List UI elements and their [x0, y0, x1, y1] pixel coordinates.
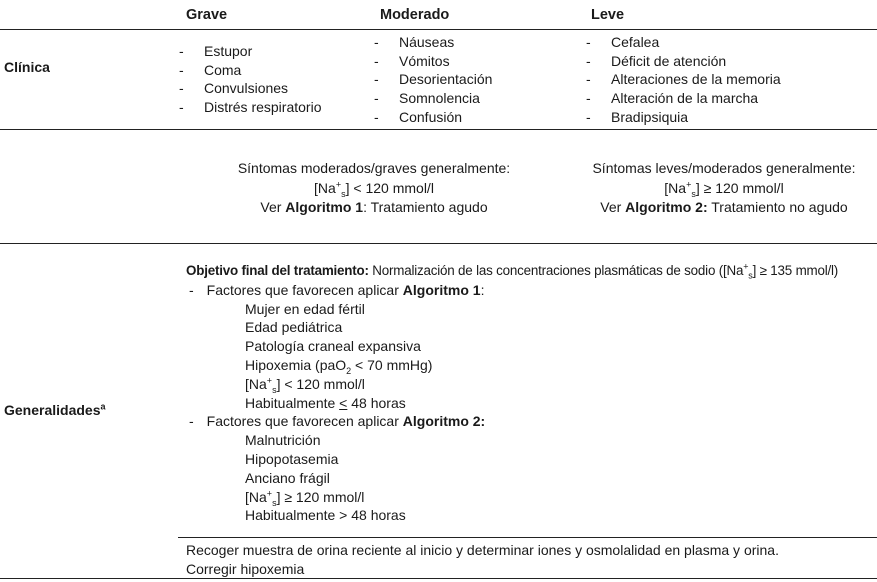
generalidades-inner-divider: [178, 537, 877, 538]
list-item: - Desorientación: [374, 71, 493, 88]
algoritmo-1-sodio: $[Na^+_s] < 120$ mmol/l: [314, 178, 434, 199]
footer-notes: [186, 541, 779, 579]
clinica-label: Clínica: [4, 59, 50, 75]
list-item: - Coma: [179, 61, 242, 78]
list-item: Anciano frágil: [245, 469, 330, 486]
algoritmo-2-sodio: $[Na^+_s] \ge 120$ mmol/l: [664, 178, 784, 199]
list-item: Patología craneal expansiva: [245, 338, 421, 355]
algoritmo-2-link: Ver Algoritmo 2: Tratamiento no agudo: [600, 199, 848, 215]
algoritmo-1-block: [219, 159, 529, 218]
factores-algoritmo-1: - Factores que favorecen aplicar Algoritmo 1:: [189, 281, 485, 298]
header-moderado: Moderado: [380, 7, 450, 23]
list-item: - Náuseas: [374, 34, 455, 50]
list-item: Mujer en edad fértil: [245, 300, 365, 317]
list-item: - Alteración de la marcha: [586, 90, 759, 107]
header-grave: Grave: [186, 7, 228, 23]
list-item: Hipopotasemia: [245, 450, 339, 467]
algoritmo-2-sintomas: Síntomas leves/moderados generalmente:: [592, 160, 856, 176]
list-item: - Convulsiones: [179, 80, 289, 97]
list-item: - Confusión: [374, 108, 463, 125]
clinica-moderado-list: [374, 33, 493, 126]
objetivo-final: Objetivo final del tratamiento: Normalización de las concentraciones plasmáticas de sodio ($[Na^+_s] \ge 135$ mmol/l): [186, 261, 839, 281]
list-item: Hipoxemia (paO$_2$ < 70 mmHg): [245, 356, 433, 376]
header-leve: Leve: [591, 7, 625, 23]
list-item: - Déficit de atención: [586, 52, 727, 69]
list-item: $[Na^+_s] < 120$ mmol/l: [245, 375, 365, 395]
algoritmo-2-block: [584, 159, 864, 218]
list-item: - Bradipsiquia: [586, 108, 689, 125]
factores-algoritmo-2: - Factores que favorecen aplicar Algoritmo 2:: [189, 413, 486, 430]
algoritmo-1-link: Ver Algoritmo 1: Tratamiento agudo: [260, 199, 488, 215]
list-item: $[Na^+_s] \ge 120$ mmol/l: [245, 487, 365, 508]
list-item: Edad pediátrica: [245, 319, 343, 336]
clinica-grave-list: [179, 42, 322, 117]
header-divider: [0, 29, 877, 30]
list-item: - Alteraciones de la memoria: [586, 71, 781, 88]
list-item: Habitualmente > 48 horas: [245, 507, 406, 524]
list-item: - Somnolencia: [374, 90, 480, 107]
generalidades-label: Generalidades$^a$: [4, 401, 106, 418]
algoritmo-1-sintomas: Síntomas moderados/graves generalmente:: [237, 160, 511, 176]
generalidades-content: [186, 262, 838, 525]
list-item: - Estupor: [179, 43, 253, 59]
recoger-muestra: Recoger muestra de orina reciente al inicio y determinar iones y osmolalidad en plasma y orina.: [186, 542, 779, 558]
list-item: - Distrés respiratorio: [179, 99, 322, 116]
clinica-divider: [0, 129, 877, 130]
list-item: Habitualmente < 48 horas: [245, 394, 406, 411]
list-item: - Cefalea: [586, 34, 660, 50]
table-bottom-border: [0, 578, 877, 579]
list-item: Malnutrición: [245, 432, 321, 449]
corregir-hipoxemia: Corregir hipoxemia: [186, 560, 305, 577]
clinica-leve-list: [586, 33, 781, 126]
algoritmos-divider: [0, 243, 877, 244]
list-item: - Vómitos: [374, 52, 450, 69]
